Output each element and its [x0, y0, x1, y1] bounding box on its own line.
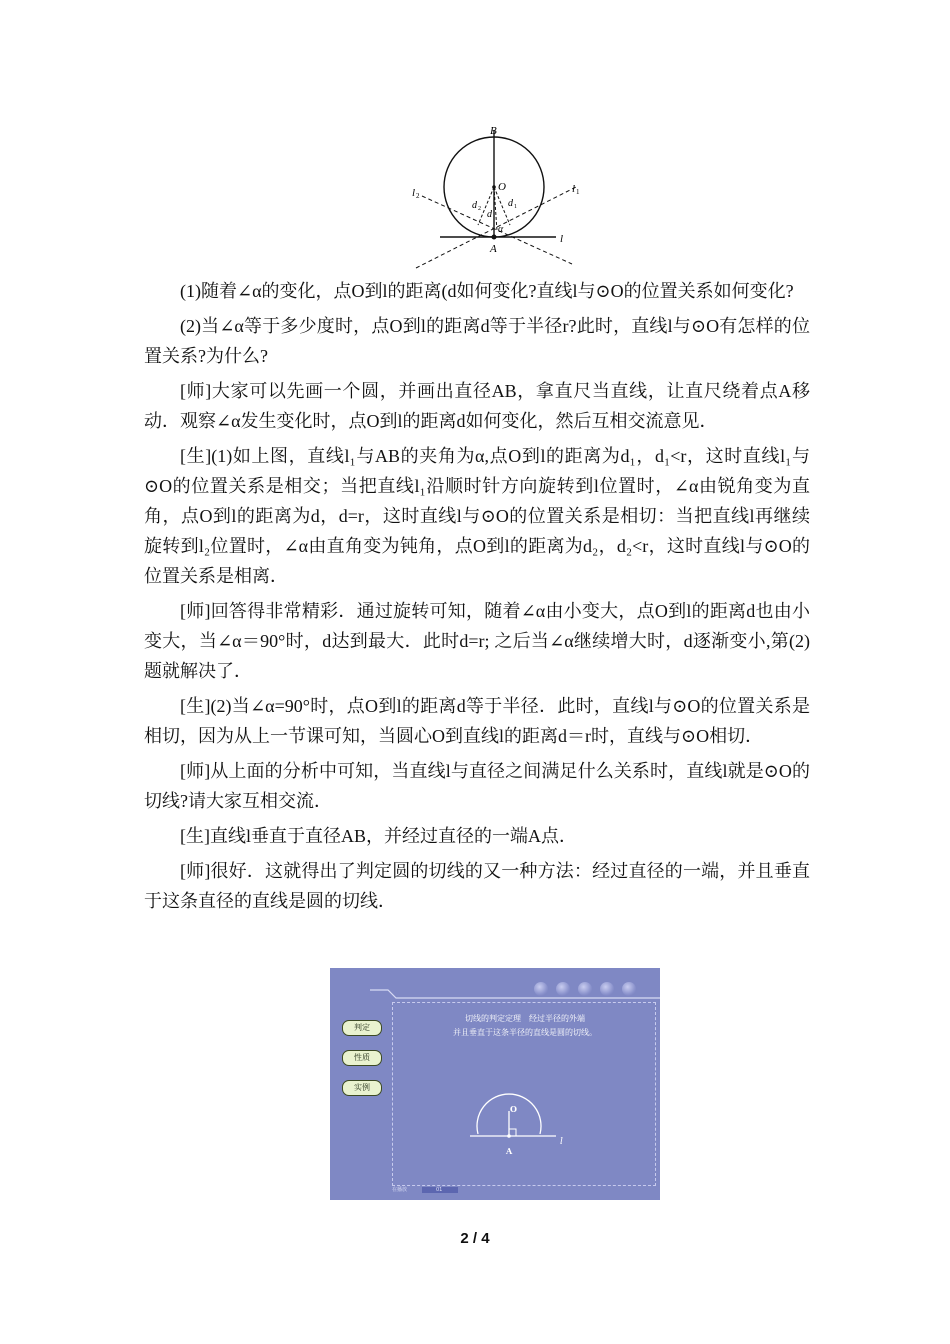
nav-dot-icon[interactable]: [534, 982, 548, 996]
paragraph-student-1: [生](1)如上图，直线l₁与AB的夹角为α,点O到l的距离为d₁，d₁<r，这时直线l₁与⊙O的位置关系是相交；当把直线l₁沿顺时针方向旋转到l位置时，∠α由锐角变为直角，点O到l的距离为d，d=r，这时直线l与⊙O的位置关系是相切：当把直线l再继续旋转到l₂位置时，∠α由直角变为钝角，点O到l的距离为d₂，d₂<r，这时直线l与⊙O的位置关系是相离．: [144, 446, 810, 586]
lesson-text: [144, 276, 810, 921]
status-label: 在播放: [392, 1187, 408, 1193]
label-O: O: [498, 181, 506, 193]
paragraph-question-2: (2)当∠α等于多少度时，点O到l的距离d等于半径r?此时，直线l与⊙O有怎样的位置关系?为什么?: [144, 316, 810, 366]
courseware-screenshot: [330, 968, 660, 1200]
label-B: B: [490, 125, 497, 137]
theorem-line-1: 切线的判定定理 经过半径的外端: [465, 1014, 585, 1023]
nav-dot-icon[interactable]: [578, 982, 592, 996]
paragraph-teacher-4: [师]很好．这就得出了判定圆的切线的又一种方法：经过直径的一端，并且垂直于这条直径的直线是圆的切线．: [144, 861, 810, 911]
label-l2: l: [412, 187, 416, 199]
paragraph-student-2: [生](2)当∠α=90°时，点O到l的距离d等于半径．此时，直线l与⊙O的位置关系是相切，因为从上一节课可知，当圆心O到直线l的距离d＝r时，直线与⊙O相切．: [144, 696, 810, 746]
label-d1-sub: 1: [514, 204, 517, 210]
paragraph-teacher-3: [师]从上面的分析中可知，当直线l与直径之间满足什么关系时，直线l就是⊙O的切线?请大家互相交流．: [144, 761, 810, 811]
label-d: d: [487, 209, 492, 220]
circle-rotation-diagram: [396, 120, 586, 270]
label-l: l: [560, 233, 564, 245]
status-value: 01: [436, 1187, 443, 1193]
paragraph-question-1: (1)随着∠α的变化，点O到l的距离(d如何变化?直线l与⊙O的位置关系如何变化?: [180, 281, 794, 301]
fig2-label-l: l: [560, 1137, 563, 1147]
label-l1-sub: 1: [576, 188, 580, 196]
label-alpha: α: [498, 224, 504, 235]
paragraph-teacher-2: [师]回答得非常精彩．通过旋转可知，随着∠α由小变大，点O到l的距离d也由小变大，当∠α＝90°时，d达到最大．此时d=r; 之后当∠α继续增大时，d逐渐变小,第(2)题就解决了．: [144, 601, 810, 681]
side-button-judge[interactable]: 判定: [342, 1020, 382, 1036]
label-l1: l: [572, 183, 576, 195]
side-button-property[interactable]: 性质: [342, 1050, 382, 1066]
theorem-text: [400, 1012, 650, 1040]
page-number: 2 / 4: [460, 1230, 490, 1247]
label-d2-sub: 2: [478, 206, 481, 212]
fig2-label-A: A: [506, 1146, 513, 1156]
label-A: A: [490, 243, 497, 255]
nav-dot-icon[interactable]: [556, 982, 570, 996]
status-bar: [392, 1187, 512, 1193]
side-button-example[interactable]: 实例: [342, 1080, 382, 1096]
fig2-label-O: O: [510, 1104, 517, 1114]
paragraph-teacher-1: [师]大家可以先画一个圆，并画出直径AB，拿直尺当直线，让直尺绕着点A移动．观察∠α发生变化时，点O到l的距离d如何变化，然后互相交流意见．: [144, 381, 810, 431]
courseware-titlebar: [330, 968, 660, 998]
nav-dot-icon[interactable]: [622, 982, 636, 996]
nav-dot-icon[interactable]: [600, 982, 614, 996]
label-l2-sub: 2: [416, 192, 420, 200]
label-d1: d: [508, 198, 513, 209]
label-d2: d: [472, 200, 477, 211]
paragraph-student-3: [生]直线l垂直于直径AB，并经过直径的一端A点．: [180, 826, 577, 846]
theorem-line-2: 并且垂直于这条半径的直线是圆的切线。: [453, 1028, 597, 1037]
